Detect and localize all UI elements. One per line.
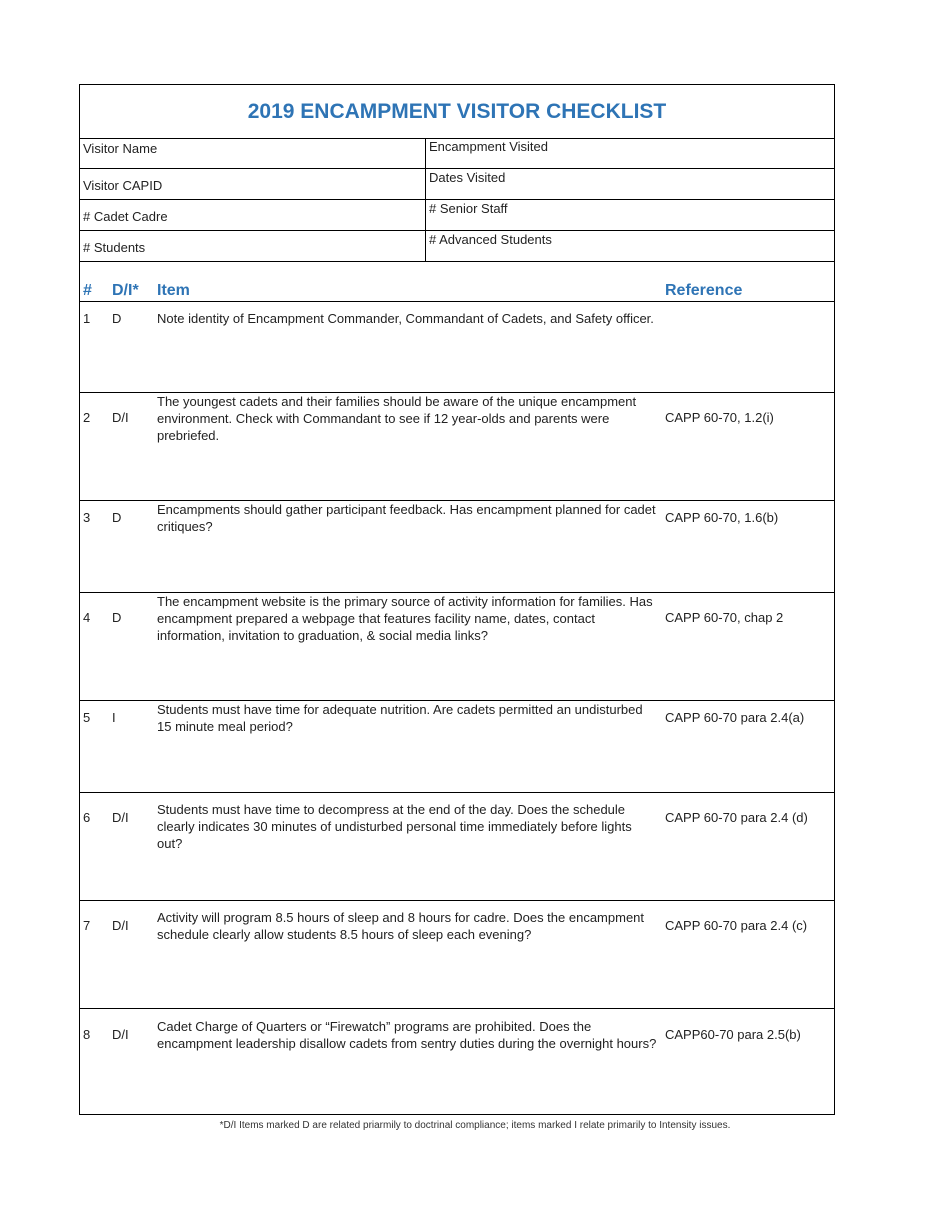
row-di: D/I — [112, 810, 129, 825]
info-row — [80, 138, 834, 169]
row-di: D — [112, 311, 122, 326]
row-item: Cadet Charge of Quarters or “Firewatch” programs are prohibited. Does the encampment leadership disallow cadets from sentry duties during the overnight hours? — [157, 1019, 657, 1051]
row-num: 6 — [83, 810, 91, 825]
row-item: Encampments should gather participant feedback. Has encampment planned for cadet critiques? — [157, 502, 656, 534]
row-num: 2 — [83, 410, 91, 425]
visitor-info-grid — [80, 138, 834, 262]
row-di: D — [112, 610, 122, 625]
row-num: 1 — [83, 311, 91, 326]
row-num: 5 — [83, 710, 91, 725]
row-item: The encampment website is the primary source of activity information for families. Has encampment prepared a webpage that features facility name, dates, contact information, invitation to graduation, & social media links? — [157, 594, 653, 643]
header-num: # — [83, 282, 92, 299]
row-item: Activity will program 8.5 hours of sleep and 8 hours for cadre. Does the encampment schedule clearly allow students 8.5 hours of sleep each evening? — [157, 910, 645, 942]
row-reference: CAPP60-70 para 2.5(b) — [665, 1027, 801, 1042]
row-reference: CAPP 60-70, 1.2(i) — [665, 410, 774, 425]
table-row — [80, 793, 834, 901]
info-row — [80, 169, 834, 200]
row-item: Students must have time for adequate nutrition. Are cadets permitted an undisturbed 15 minute meal period? — [157, 702, 643, 734]
table-row — [80, 701, 834, 793]
row-num: 7 — [83, 918, 91, 933]
visitor-name-field[interactable]: Visitor Name — [80, 138, 426, 168]
info-row — [80, 231, 834, 262]
row-di: D/I — [112, 1027, 129, 1042]
row-reference: CAPP 60-70, chap 2 — [665, 610, 784, 625]
row-di: D/I — [112, 918, 129, 933]
row-reference: CAPP 60-70 para 2.4 (d) — [665, 810, 808, 825]
table-row — [80, 302, 834, 393]
footnote: *D/I Items marked D are related priarmily to doctrinal compliance; items marked I relate primarily to Intensity issues. — [219, 1120, 731, 1131]
table-row — [80, 501, 834, 593]
students-field[interactable]: # Students — [80, 231, 426, 261]
row-item: The youngest cadets and their families should be aware of the unique encampment environment. Check with Commandant to see if 12 year-olds and parents were prebriefed. — [157, 394, 637, 443]
table-row — [80, 593, 834, 701]
table-row — [80, 393, 834, 501]
row-num: 3 — [83, 510, 91, 525]
checklist-page — [79, 84, 835, 1115]
row-num: 8 — [83, 1027, 91, 1042]
row-num: 4 — [83, 610, 91, 625]
row-item: Students must have time to decompress at the end of the day. Does the schedule clearly indicates 30 minutes of undisturbed personal time immediately before lights out? — [157, 802, 632, 851]
row-di: D — [112, 510, 122, 525]
row-item: Note identity of Encampment Commander, Commandant of Cadets, and Safety officer. — [157, 311, 654, 326]
dates-visited-field[interactable]: Dates Visited — [429, 170, 506, 185]
row-di: I — [112, 710, 116, 725]
header-item: Item — [157, 282, 190, 299]
senior-staff-field[interactable]: # Senior Staff — [429, 201, 508, 216]
row-di: D/I — [112, 410, 129, 425]
table-header — [80, 272, 834, 302]
advanced-students-field[interactable]: # Advanced Students — [429, 232, 552, 247]
page-title: 2019 ENCAMPMENT VISITOR CHECKLIST — [80, 85, 834, 139]
header-di: D/I* — [112, 282, 139, 299]
table-row — [80, 1009, 834, 1116]
row-reference: CAPP 60-70, 1.6(b) — [665, 510, 779, 525]
cadet-cadre-field[interactable]: # Cadet Cadre — [80, 200, 426, 230]
row-reference: CAPP 60-70 para 2.4 (c) — [665, 918, 808, 933]
encampment-visited-field[interactable]: Encampment Visited — [429, 139, 548, 154]
info-row — [80, 200, 834, 231]
row-reference: CAPP 60-70 para 2.4(a) — [665, 710, 805, 725]
table-row — [80, 901, 834, 1009]
header-reference: Reference — [665, 282, 743, 299]
visitor-capid-field[interactable]: Visitor CAPID — [80, 169, 426, 199]
